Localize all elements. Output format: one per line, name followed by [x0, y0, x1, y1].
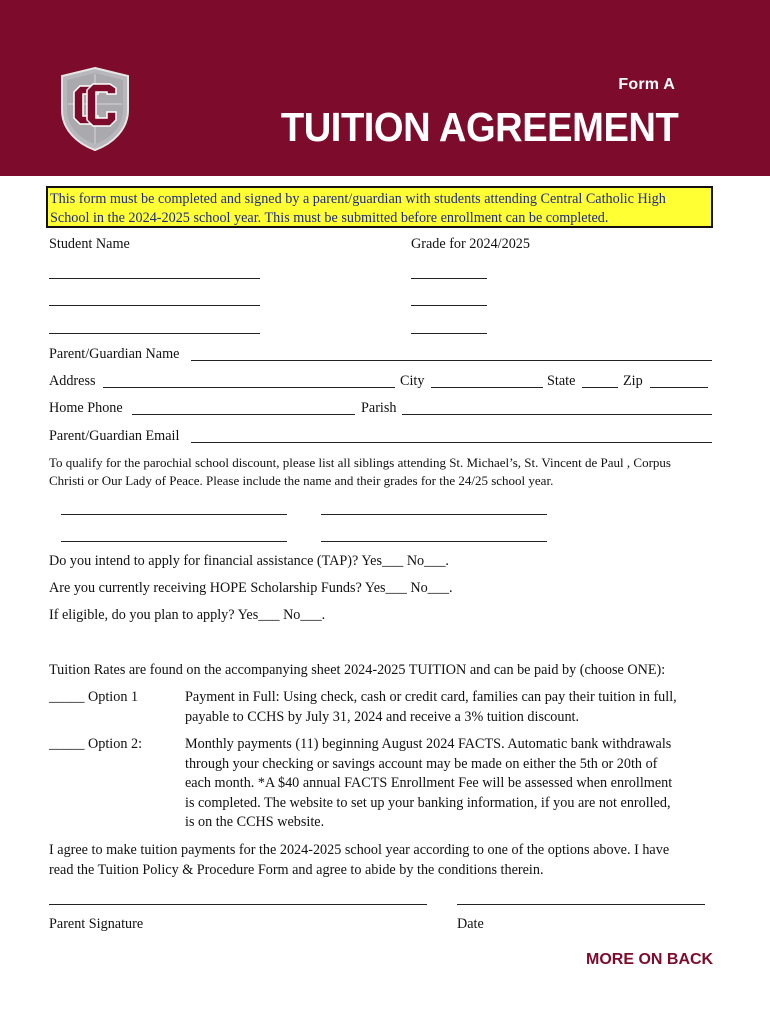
- notice-box: [46, 186, 713, 228]
- option2-label: _____ Option 2:: [49, 736, 143, 752]
- parent-signature-field[interactable]: [49, 904, 427, 905]
- grade-label: Grade for 2024/2025: [411, 236, 530, 252]
- option2-description: Monthly payments (11) beginning August 2024 FACTS. Automatic bank withdrawals through your checking or savings account may be made on either the 5th or 20th of each month. *A $40 annual FACTS Enrollment Fee will be assessed when enrollment is completed. The website to set up your banking information, if you are not enrolled, is on the CCHS website.: [185, 736, 673, 830]
- sibling-field[interactable]: [321, 541, 547, 542]
- parent-email-field[interactable]: [191, 442, 712, 443]
- student-name-field[interactable]: [49, 278, 260, 279]
- date-label: Date: [457, 916, 484, 932]
- more-on-back: MORE ON BACK: [586, 951, 714, 968]
- home-phone-field[interactable]: [132, 414, 355, 415]
- date-field[interactable]: [457, 904, 705, 905]
- sibling-field[interactable]: [61, 541, 287, 542]
- state-label: State: [547, 373, 576, 389]
- grade-field[interactable]: [411, 305, 487, 306]
- rates-intro: Tuition Rates are found on the accompanying sheet 2024-2025 TUITION and can be paid by (choose ONE):: [49, 662, 666, 678]
- sibling-field[interactable]: [321, 514, 547, 515]
- agreement-statement: I agree to make tuition payments for the 2024-2025 school year according to one of the options above. I have read the Tuition Policy & Procedure Form and agree to abide by the conditions therein.: [49, 842, 670, 878]
- address-field[interactable]: [103, 387, 395, 388]
- sibling-field[interactable]: [61, 514, 287, 515]
- student-name-field[interactable]: [49, 305, 260, 306]
- option1-description: Payment in Full: Using check, cash or credit card, families can pay their tuition in full, payable to CCHS by July 31, 2024 and receive a 3% tuition discount.: [185, 689, 677, 725]
- parent-signature-label: Parent Signature: [49, 916, 144, 932]
- city-field[interactable]: [431, 387, 543, 388]
- cc-shield-logo-icon: [60, 66, 130, 152]
- apply-question: If eligible, do you plan to apply? Yes___ No___.: [49, 607, 326, 623]
- option1-label: _____ Option 1: [49, 689, 139, 705]
- address-label: Address: [49, 373, 96, 389]
- parish-label: Parish: [361, 400, 397, 416]
- grade-field[interactable]: [411, 278, 487, 279]
- student-name-label: Student Name: [49, 236, 130, 252]
- form-label: Form A: [618, 76, 675, 93]
- grade-field[interactable]: [411, 333, 487, 334]
- notice-line: School in the 2024-2025 school year. This must be submitted before enrollment can be completed.: [50, 210, 609, 226]
- parent-name-field[interactable]: [191, 360, 712, 361]
- zip-field[interactable]: [650, 387, 708, 388]
- home-phone-label: Home Phone: [49, 400, 123, 416]
- page-title: TUITION AGREEMENT: [280, 104, 678, 150]
- parish-field[interactable]: [402, 414, 712, 415]
- zip-label: Zip: [623, 373, 643, 389]
- parent-email-label: Parent/Guardian Email: [49, 428, 180, 444]
- notice-line: This form must be completed and signed by a parent/guardian with students attending Central Catholic High: [50, 191, 666, 207]
- siblings-instructions: To qualify for the parochial school discount, please list all siblings attending St. Michael’s, St. Vincent de Paul , Corpus Christi or Our Lady of Peace. Please include the name and their grades for the 24/25 school year.: [49, 455, 671, 488]
- city-label: City: [400, 373, 425, 389]
- student-name-field[interactable]: [49, 333, 260, 334]
- header-banner: [0, 0, 770, 176]
- state-field[interactable]: [582, 387, 618, 388]
- parent-name-label: Parent/Guardian Name: [49, 346, 180, 362]
- tap-question: Do you intend to apply for financial assistance (TAP)? Yes___ No___.: [49, 553, 449, 569]
- hope-question: Are you currently receiving HOPE Scholarship Funds? Yes___ No___.: [49, 580, 453, 596]
